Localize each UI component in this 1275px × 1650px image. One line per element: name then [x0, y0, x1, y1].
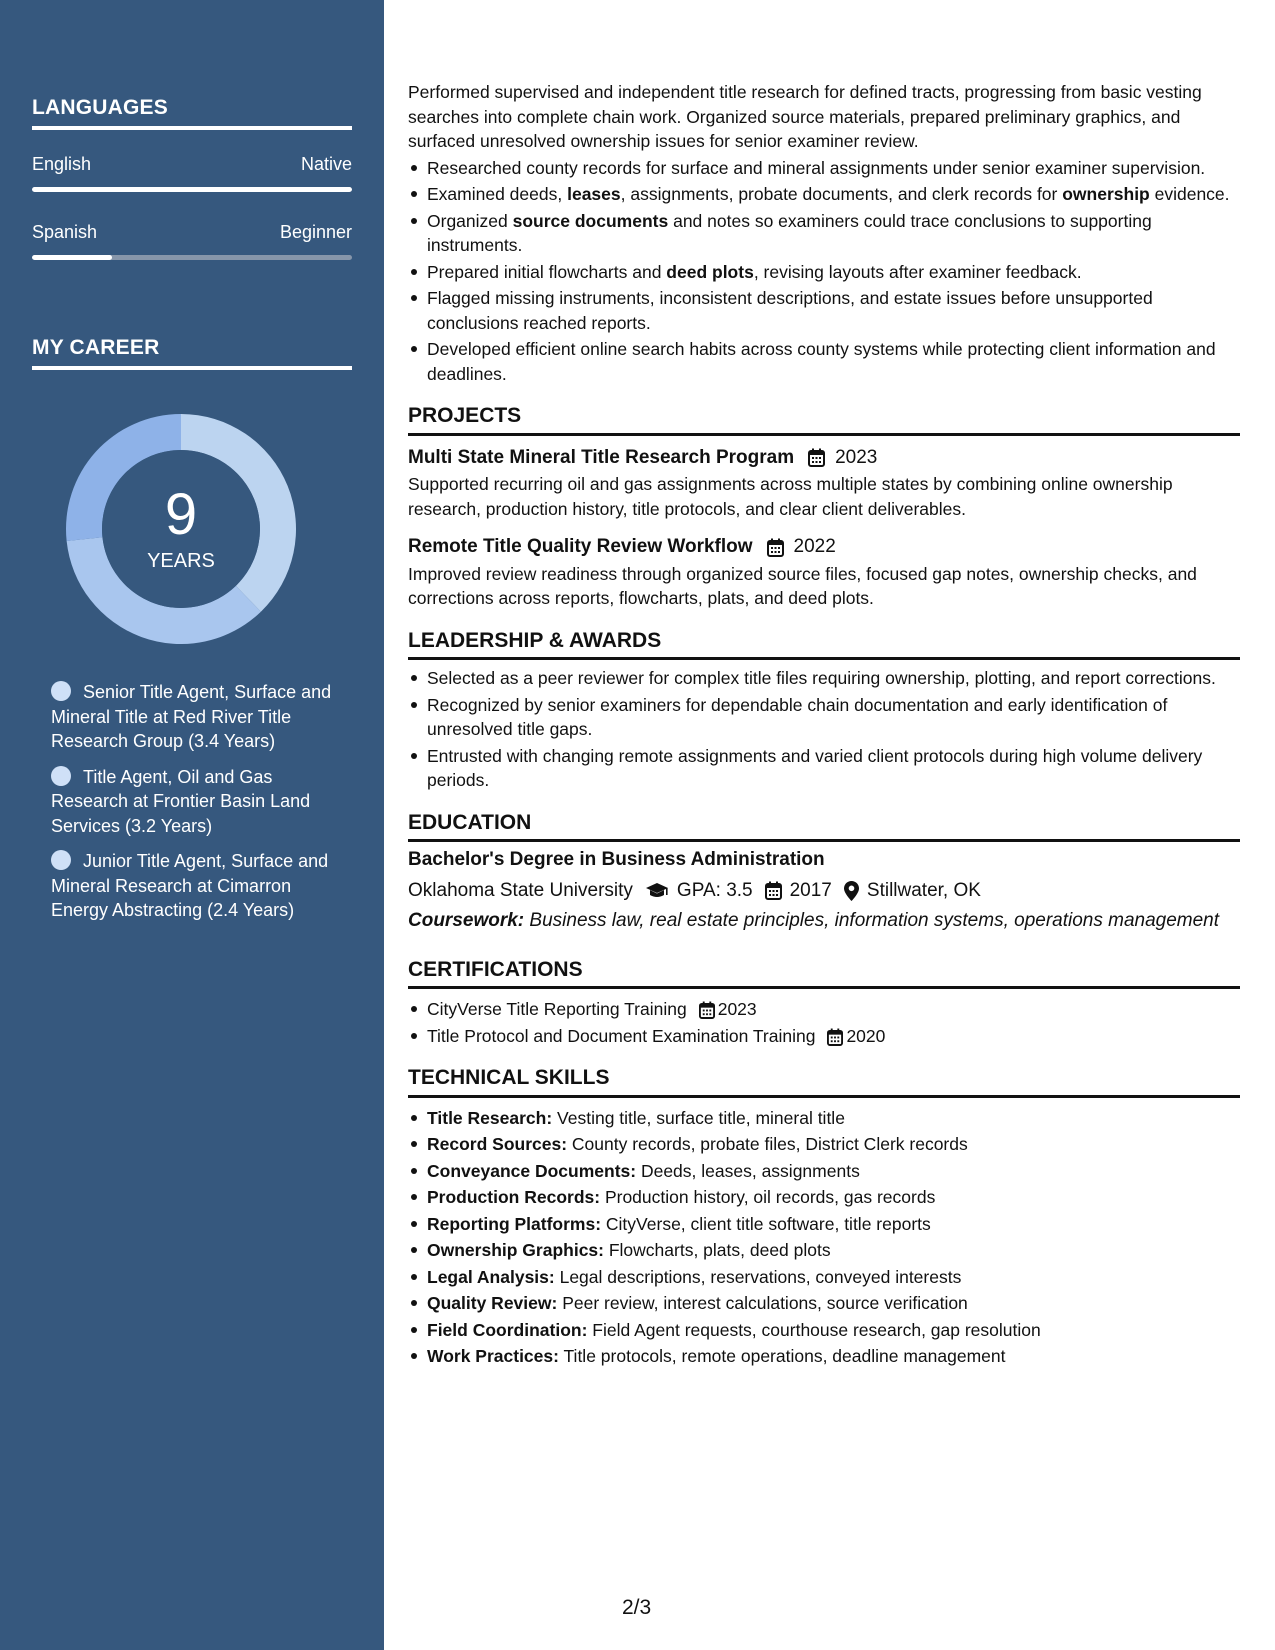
project-year: 2023: [835, 446, 878, 468]
skill-label: Ownership Graphics:: [427, 1240, 604, 1260]
career-years-label: YEARS: [147, 549, 215, 572]
career-donut-center: [66, 414, 296, 644]
skill-label: Work Practices:: [427, 1346, 559, 1366]
certifications-heading: CERTIFICATIONS: [408, 958, 1240, 990]
list-item: Selected as a peer reviewer for complex title files requiring ownership, plotting, and report corrections.: [408, 666, 1240, 691]
skill-item: [408, 1106, 1240, 1131]
language-bar: [32, 187, 352, 192]
languages-heading: LANGUAGES: [32, 96, 352, 130]
text: Developed efficient online search habits across county systems while protecting client information and deadlines.: [427, 339, 1216, 384]
language-level: Beginner: [279, 222, 352, 242]
project: [408, 535, 1240, 611]
certification-name: CityVerse Title Reporting Training: [427, 999, 687, 1019]
circle-icon: [51, 681, 71, 701]
sidebar: [0, 0, 384, 1650]
skills-heading: TECHNICAL SKILLS: [408, 1066, 1240, 1098]
education-heading: EDUCATION: [408, 811, 1240, 843]
text: evidence.: [1149, 184, 1230, 204]
graduation-year: 2017: [789, 879, 832, 901]
skill-value: Field Agent requests, courthouse research, gap resolution: [587, 1319, 1041, 1340]
language-bar: [32, 255, 352, 260]
project-title-row: [408, 535, 1240, 560]
career-years-number: 9: [164, 481, 198, 547]
list-item: [408, 337, 1240, 386]
skill-label: Production Records:: [427, 1187, 601, 1207]
coursework: [408, 909, 1240, 934]
degree-title: Bachelor's Degree in Business Administration: [408, 849, 825, 870]
experience-bullets: [408, 156, 1240, 387]
project-title: Multi State Mineral Title Research Program: [408, 446, 795, 468]
language-row: [32, 222, 352, 243]
career-item-text: Title Agent, Oil and Gas Research at Frontier Basin Land Services (3.2 Years): [51, 766, 311, 836]
project-title-row: [408, 446, 1240, 471]
list-item: [408, 260, 1240, 285]
skill-item: [408, 1265, 1240, 1290]
skill-label: Legal Analysis:: [427, 1266, 555, 1287]
skill-label: Quality Review:: [427, 1293, 558, 1313]
gpa: GPA: 3.5: [676, 879, 753, 901]
experience-summary: Performed supervised and independent title research for defined tracts, progressing from basic vesting searches into complete chain work. Organized source materials, prepared preliminary graphics, and surfaced unresolved ownership issues for senior examiner review.: [408, 82, 1202, 151]
project: [408, 446, 1240, 522]
career-donut: [66, 414, 296, 644]
language-level: Native: [300, 154, 352, 174]
skill-item: [408, 1318, 1240, 1343]
skill-value: CityVerse, client title software, title reports: [601, 1213, 931, 1234]
list-item: [408, 997, 1240, 1022]
text: , assignments, probate documents, and clerk records for: [620, 184, 1063, 204]
certification-name: Title Protocol and Document Examination Training: [427, 1025, 816, 1046]
bold-text: leases: [567, 184, 621, 204]
career-item-text: Senior Title Agent, Surface and Mineral Title at Red River Title Research Group (3.4 Years): [51, 682, 332, 751]
skill-item: [408, 1185, 1240, 1210]
projects-heading: PROJECTS: [408, 404, 1240, 436]
page-number-text: 2/3: [622, 1596, 652, 1619]
skill-value: Vesting title, surface title, mineral title: [552, 1107, 845, 1128]
career-item: [51, 765, 332, 839]
leadership-list: [408, 666, 1240, 793]
certification-year: 2020: [846, 1025, 886, 1046]
skill-item: [408, 1159, 1240, 1184]
career-list: [32, 680, 352, 923]
education-meta: [408, 879, 1240, 904]
skill-label: Conveyance Documents:: [427, 1160, 637, 1181]
school-name: Oklahoma State University: [408, 879, 633, 901]
list-item: [408, 209, 1240, 258]
language-name: English: [32, 154, 92, 174]
coursework-label: Coursework:: [408, 910, 525, 931]
skill-value: County records, probate files, District Clerk records: [567, 1134, 968, 1154]
bold-text: deed plots: [666, 261, 754, 282]
main-content: [408, 0, 1240, 1369]
list-item: [408, 1024, 1240, 1049]
project-title: Remote Title Quality Review Workflow: [408, 536, 753, 557]
calendar-icon: [765, 881, 782, 900]
skill-value: Production history, oil records, gas records: [600, 1187, 936, 1207]
skill-item: [408, 1212, 1240, 1237]
certification-year: 2023: [717, 999, 757, 1019]
list-item: [408, 182, 1240, 207]
list-item: [408, 286, 1240, 335]
skill-item: [408, 1344, 1240, 1369]
career-heading: MY CAREER: [32, 336, 352, 370]
career-item: [51, 849, 332, 923]
skill-label: Field Coordination:: [427, 1319, 588, 1340]
language-bar-fill: [32, 187, 352, 192]
calendar-icon: [767, 538, 784, 557]
calendar-icon: [699, 1001, 715, 1019]
project-description: Improved review readiness through organized source files, focused gap notes, ownership checks, and corrections across reports, flowcharts, plats, and deed plots.: [408, 563, 1197, 608]
skill-value: Title protocols, remote operations, deadline management: [558, 1346, 1006, 1366]
school-location: Stillwater, OK: [866, 879, 981, 901]
text: Organized: [427, 210, 513, 231]
circle-icon: [51, 850, 71, 870]
skill-label: Record Sources:: [427, 1134, 568, 1154]
list-item: Entrusted with changing remote assignments and varied client protocols during high volume delivery periods.: [408, 744, 1240, 793]
text: and notes so examiners could trace conclusions to supporting instruments.: [427, 210, 1152, 255]
skill-item: [408, 1291, 1240, 1316]
skill-label: Title Research:: [427, 1107, 553, 1128]
calendar-icon: [827, 1028, 843, 1046]
career-item: [51, 680, 332, 754]
bold-text: ownership: [1062, 184, 1150, 204]
skill-item: [408, 1238, 1240, 1263]
certifications-list: [408, 997, 1240, 1048]
text: Flagged missing instruments, inconsistent descriptions, and estate issues before unsupported conclusions reached reports.: [427, 288, 1153, 333]
language-row: [32, 154, 352, 175]
coursework-text: Business law, real estate principles, information systems, operations management: [524, 910, 1220, 931]
circle-icon: [51, 766, 71, 786]
project-description: Supported recurring oil and gas assignments across multiple states by combining online ownership research, production history, title protocols, and clear client deliverables.: [408, 474, 1173, 519]
text: , revising layouts after examiner feedback.: [753, 261, 1082, 282]
graduation-cap-icon: [645, 882, 669, 900]
project-year: 2022: [793, 536, 836, 557]
list-item: Recognized by senior examiners for dependable chain documentation and early identification of unresolved title gaps.: [408, 693, 1240, 742]
location-pin-icon: [844, 881, 859, 901]
calendar-icon: [808, 448, 825, 467]
list-item: [408, 156, 1240, 181]
skill-value: Deeds, leases, assignments: [636, 1160, 860, 1181]
skill-value: Peer review, interest calculations, source verification: [557, 1293, 968, 1313]
text: Researched county records for surface and mineral assignments under senior examiner supervision.: [427, 157, 1206, 178]
bold-text: source documents: [512, 210, 669, 231]
skill-value: Flowcharts, plats, deed plots: [603, 1240, 831, 1260]
skill-label: Reporting Platforms:: [427, 1213, 602, 1234]
language-bar-fill: [32, 255, 112, 260]
skill-value: Legal descriptions, reservations, conveyed interests: [554, 1266, 962, 1287]
skills-list: [408, 1106, 1240, 1369]
text: Prepared initial flowcharts and: [427, 261, 667, 282]
skill-item: [408, 1132, 1240, 1157]
leadership-heading: LEADERSHIP & AWARDS: [408, 629, 1240, 661]
language-name: Spanish: [32, 222, 98, 242]
career-item-text: Junior Title Agent, Surface and Mineral Research at Cimarron Energy Abstracting (2.4 Years): [51, 851, 329, 920]
text: Examined deeds,: [427, 184, 568, 204]
